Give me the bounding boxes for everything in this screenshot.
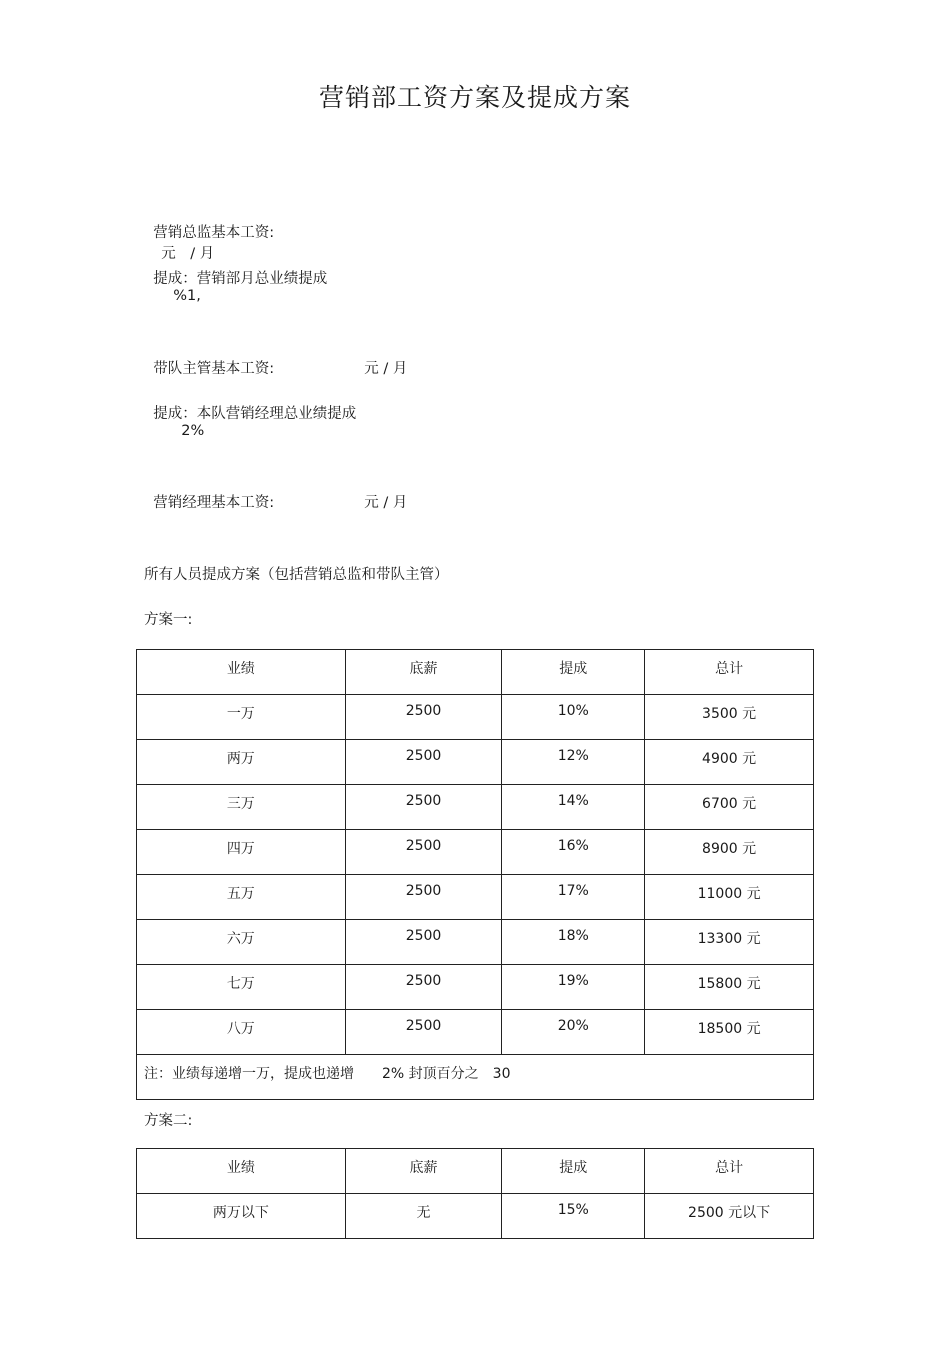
table-note: 注：业绩每递增一万，提成也递增 2% 封顶百分之 30 [144, 1066, 511, 1082]
cell-text: 一万 [226, 706, 255, 722]
table-cell [137, 875, 346, 920]
cell-text: 2500 [405, 703, 442, 719]
table-note-row [137, 1055, 814, 1100]
cell-text: 20% [557, 1018, 589, 1034]
cell-text: 14% [557, 793, 589, 809]
table-note-cell [137, 1055, 814, 1100]
table-cell [137, 695, 346, 740]
cell-text: 无 [416, 1205, 431, 1221]
table-cell [645, 1010, 814, 1055]
table-cell [645, 875, 814, 920]
all-staff-heading: 所有人员提成方案（包括营销总监和带队主管） [144, 567, 449, 583]
table-row [137, 1010, 814, 1055]
plan2-table [136, 1148, 814, 1239]
table-row [137, 695, 814, 740]
cell-text: 六万 [226, 931, 255, 947]
cell-text: 2500 元以下 [688, 1205, 771, 1221]
table-cell [645, 1194, 814, 1239]
table-cell [502, 920, 645, 965]
director-commission-label: 提成：营销部月总业绩提成 [153, 271, 328, 287]
table-cell [345, 1010, 502, 1055]
supervisor-commission-line [144, 386, 356, 439]
plan1-table [136, 649, 814, 1100]
cell-text: 11000 元 [697, 886, 761, 902]
table-cell [137, 1010, 346, 1055]
table-cell [502, 875, 645, 920]
cell-text: 18500 元 [697, 1021, 761, 1037]
cell-text: 总计 [715, 1160, 744, 1176]
table-header-row [137, 650, 814, 695]
table-cell [345, 1194, 502, 1239]
supervisor-salary-unit: 元 / 月 [364, 361, 408, 377]
table-cell [345, 965, 502, 1010]
table-cell [137, 785, 346, 830]
cell-text: 底薪 [409, 661, 438, 677]
table-row [137, 875, 814, 920]
table-header-row [137, 1149, 814, 1194]
table-cell [645, 740, 814, 785]
table-cell [345, 830, 502, 875]
cell-text: 两万以下 [212, 1205, 269, 1221]
cell-text: 七万 [226, 976, 255, 992]
cell-text: 业绩 [226, 661, 255, 677]
supervisor-commission-label: 提成：本队营销经理总业绩提成 [153, 406, 357, 422]
table-cell [137, 650, 346, 695]
cell-text: 4900 元 [702, 751, 757, 767]
table-cell [502, 650, 645, 695]
table-row [137, 785, 814, 830]
table-cell [645, 785, 814, 830]
table-cell [645, 965, 814, 1010]
table-cell [345, 740, 502, 785]
cell-text: 2500 [405, 883, 442, 899]
cell-text: 底薪 [409, 1160, 438, 1176]
table-cell [645, 695, 814, 740]
table-cell [137, 830, 346, 875]
cell-text: 两万 [226, 751, 255, 767]
cell-text: 2500 [405, 793, 442, 809]
cell-text: 2500 [405, 748, 442, 764]
table-cell [502, 1010, 645, 1055]
table-cell [345, 920, 502, 965]
cell-text: 15% [557, 1202, 589, 1218]
cell-text: 总计 [715, 661, 744, 677]
plan1-heading: 方案一: [144, 612, 193, 628]
cell-text: 13300 元 [697, 931, 761, 947]
manager-salary-unit: 元 / 月 [364, 495, 408, 511]
table-cell [137, 1149, 346, 1194]
table-cell [137, 920, 346, 965]
table-row [137, 740, 814, 785]
table-cell [345, 695, 502, 740]
cell-text: 16% [557, 838, 589, 854]
director-salary-unit: 元 / 月 [161, 246, 215, 262]
table-cell [645, 830, 814, 875]
cell-text: 2500 [405, 1018, 442, 1034]
cell-text: 八万 [226, 1021, 255, 1037]
cell-text: 3500 元 [702, 706, 757, 722]
table-row [137, 830, 814, 875]
supervisor-salary-label: 带队主管基本工资: [153, 361, 275, 377]
table-cell [502, 740, 645, 785]
cell-text: 四万 [226, 841, 255, 857]
table-cell [137, 740, 346, 785]
table-cell [502, 695, 645, 740]
table-cell [502, 965, 645, 1010]
table-cell [502, 785, 645, 830]
table-row [137, 965, 814, 1010]
cell-text: 18% [557, 928, 589, 944]
table-cell [502, 830, 645, 875]
table-cell [137, 965, 346, 1010]
table-cell [645, 1149, 814, 1194]
plan2-heading: 方案二: [144, 1113, 193, 1129]
cell-text: 三万 [226, 796, 255, 812]
cell-text: 8900 元 [702, 841, 757, 857]
cell-text: 五万 [226, 886, 255, 902]
cell-text: 12% [557, 748, 589, 764]
cell-text: 17% [557, 883, 589, 899]
table-row [137, 920, 814, 965]
director-commission-line [144, 251, 327, 304]
cell-text: 2500 [405, 838, 442, 854]
cell-text: 6700 元 [702, 796, 757, 812]
cell-text: 业绩 [226, 1160, 255, 1176]
supervisor-salary-line [144, 341, 407, 378]
manager-salary-label: 营销经理基本工资: [153, 495, 275, 511]
cell-text: 2500 [405, 973, 442, 989]
table-cell [502, 1149, 645, 1194]
table-cell [502, 1194, 645, 1239]
supervisor-commission-value: 2% [181, 423, 205, 439]
cell-text: 15800 元 [697, 976, 761, 992]
director-commission-value: %1, [173, 288, 201, 304]
table-cell [645, 920, 814, 965]
table-cell [345, 650, 502, 695]
cell-text: 提成 [559, 661, 588, 677]
manager-salary-line [144, 475, 407, 512]
cell-text: 提成 [559, 1160, 588, 1176]
table-cell [345, 1149, 502, 1194]
page-title: 营销部工资方案及提成方案 [318, 83, 631, 112]
table-row [137, 1194, 814, 1239]
cell-text: 19% [557, 973, 589, 989]
cell-text: 10% [557, 703, 589, 719]
table-cell [645, 650, 814, 695]
cell-text: 2500 [405, 928, 442, 944]
table-cell [345, 875, 502, 920]
table-cell [137, 1194, 346, 1239]
table-cell [345, 785, 502, 830]
director-salary-label: 营销总监基本工资: [153, 225, 275, 241]
